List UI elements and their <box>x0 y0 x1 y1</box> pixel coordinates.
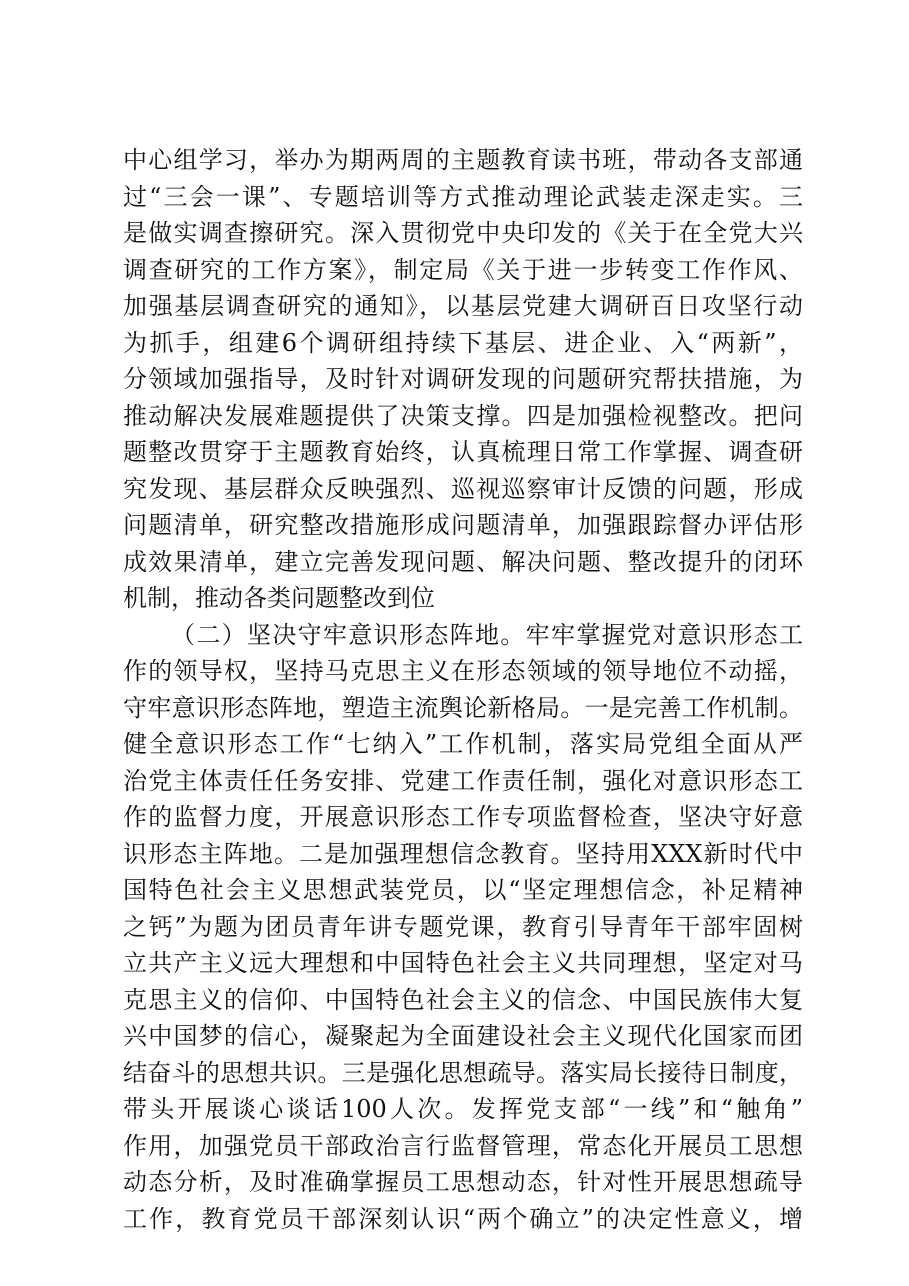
text-line: 成效果清单，建立完善发现问题、解决问题、整改提升的闭环 <box>123 547 803 576</box>
text-line: 健全意识形态工作“七纳入”工作机制，落实局党组全面从严 <box>123 730 803 758</box>
text-line: 作的监督力度，开展意识形态工作专项监督检查，坚决守好意 <box>123 803 803 831</box>
text-line: 题整改贯穿于主题教育始终，认真梳理日常工作掌握、调查研 <box>123 438 803 466</box>
text-line: 推动解决发展难题提供了决策支撑。四是加强检视整改。把问 <box>123 401 803 430</box>
section-heading-line: （二）坚决守牢意识形态阵地。牢牢掌握党对意识形态工 <box>171 620 803 649</box>
text-line: 作的领导权，坚持马克思主义在形态领域的领导地位不动摇， <box>123 657 803 685</box>
text-line: 机制，推动各类问题整改到位 <box>123 584 435 612</box>
text-line: 守牢意识形态阵地，塑造主流舆论新格局。一是完善工作机制。 <box>123 693 803 722</box>
text-line: 作用，加强党员干部政治言行监督管理，常态化开展员工思想 <box>123 1131 803 1160</box>
text-line: 过“三会一课”、专题培训等方式推动理论武装走深走实。三 <box>123 182 803 211</box>
text-line: 克思主义的信仰、中国特色社会主义的信念、中国民族伟大复 <box>123 985 803 1014</box>
text-line: 结奋斗的思想共识。三是强化思想疏导。落实局长接待日制度， <box>123 1058 803 1087</box>
document-body <box>123 142 803 1237</box>
text-line: 是做实调查擦研究。深入贯彻党中央印发的《关于在全党大兴 <box>123 219 803 247</box>
text-line: 兴中国梦的信心，凝聚起为全面建设社会主义现代化国家而团 <box>123 1022 803 1050</box>
text-line: 为抓手，组建6个调研组持续下基层、进企业、入“两新”， <box>123 328 803 357</box>
text-line: 问题清单，研究整改措施形成问题清单，加强跟踪督办评估形 <box>123 511 803 539</box>
text-line: 中心组学习，举办为期两周的主题教育读书班，带动各支部通 <box>123 146 803 174</box>
text-line: 加强基层调查研究的通知》，以基层党建大调研百日攻坚行动 <box>123 292 803 320</box>
text-line: 带头开展谈心谈话100人次。发挥党支部“一线”和“触角” <box>123 1095 803 1123</box>
paragraph-2 <box>123 617 803 1238</box>
text-line: 之钙”为题为团员青年讲专题党课，教育引导青年干部牢固树 <box>123 912 803 941</box>
text-line: 治党主体责任任务安排、党建工作责任制，强化对意识形态工 <box>123 766 803 795</box>
paragraph-1 <box>123 142 803 617</box>
text-line: 识形态主阵地。二是加强理想信念教育。坚持用XXX新时代中 <box>123 839 803 868</box>
text-line: 调查研究的工作方案》，制定局《关于进一步转变工作作风、 <box>123 255 803 284</box>
text-line: 工作，教育党员干部深刻认识“两个确立”的决定性意义，增 <box>123 1204 803 1233</box>
text-line: 究发现、基层群众反映强烈、巡视巡察审计反馈的问题，形成 <box>123 474 803 503</box>
text-line: 立共产主义远大理想和中国特色社会主义共同理想，坚定对马 <box>123 949 803 977</box>
text-line: 分领域加强指导，及时针对调研发现的问题研究帮扶措施，为 <box>123 365 803 393</box>
text-line: 国特色社会主义思想武装党员，以“坚定理想信念，补足精神 <box>123 876 803 904</box>
text-line: 动态分析，及时准确掌握员工思想动态，针对性开展思想疏导 <box>123 1168 803 1196</box>
